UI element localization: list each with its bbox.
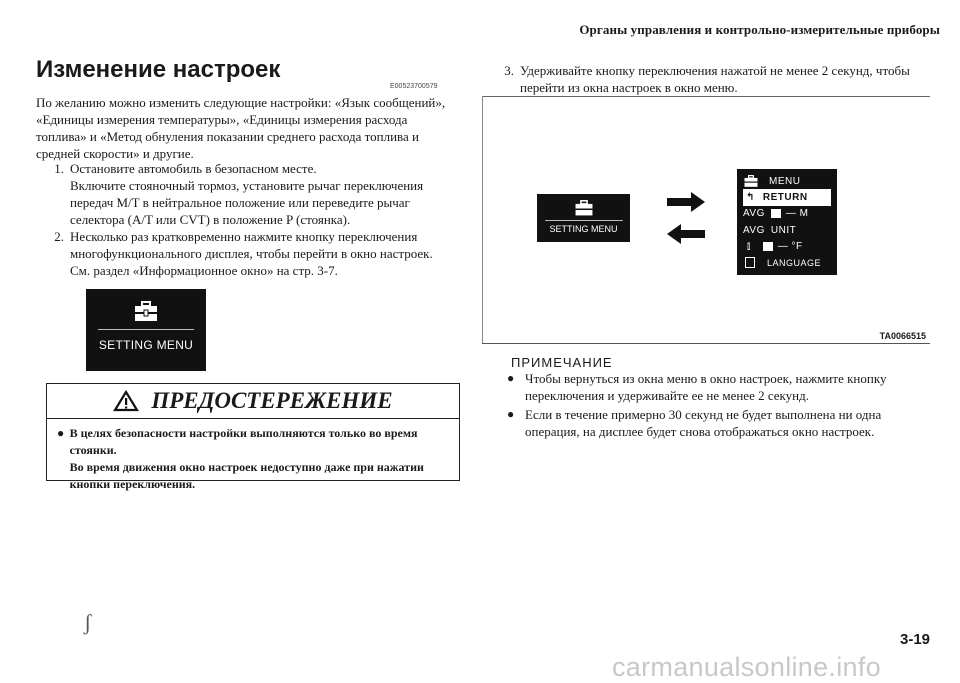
avg-reset-icon — [771, 209, 781, 218]
menu-item-unit: AVG UNIT — [743, 224, 797, 236]
menu-illustration — [482, 96, 930, 344]
note-text: Если в течение примерно 30 секунд не будет выполнена ни одна операция, на дисплее будет снова отображаться окно настроек. — [525, 407, 882, 439]
bullet-icon: ● — [507, 371, 515, 385]
setting-menu-label: SETTING MENU — [98, 338, 194, 352]
notes-title: ПРИМЕЧАНИЕ — [511, 355, 613, 370]
watermark: carmanualsonline.info — [612, 652, 881, 682]
language-icon — [745, 257, 755, 268]
return-arrow-icon: ↰ — [746, 191, 755, 203]
bullet-icon: ● — [507, 407, 515, 421]
margin-mark: ʃ — [84, 610, 92, 635]
menu-item-avg-fuel: AVG — M — [743, 208, 809, 220]
toolbox-icon — [743, 175, 759, 188]
note-item — [507, 370, 927, 404]
step-text: Несколько раз кратковременно нажмите кнопку переключения многофункционального дисплея, чтобы перейти в окно настроек. — [70, 229, 433, 261]
menu-item-temperature: ⫾ — °F — [747, 240, 803, 252]
step-text: Удерживайте кнопку переключения нажатой не менее 2 секунд, чтобы перейти из окна настроек в окно меню. — [520, 63, 910, 95]
note-text: Чтобы вернуться из окна меню в окно настроек, нажмите кнопку переключения и удерживайте ее не менее 2 секунд. — [525, 371, 887, 403]
warning-header — [47, 384, 459, 419]
figure-code: TA0066515 — [879, 331, 926, 341]
step-1 — [36, 160, 466, 228]
step-text: Включите стояночный тормоз, установите рычаг переключения передач M/T в нейтральное положение или переведите рычаг селектора (A/T или CVT) в положение P (стоянка). — [70, 178, 424, 227]
menu-title-row: MENU — [743, 173, 831, 189]
menu-item-return: ↰ RETURN — [743, 189, 831, 205]
divider — [98, 329, 194, 330]
setting-menu-display — [86, 289, 206, 371]
arrow-left-icon — [667, 224, 705, 244]
arrow-right-icon — [667, 192, 705, 212]
step-text: Остановите автомобиль в безопасном месте. — [70, 161, 317, 176]
page-title: Изменение настроек — [36, 56, 281, 83]
toolbox-icon — [574, 200, 594, 217]
temp-unit-icon — [763, 242, 773, 251]
step-text: См. раздел «Информационное окно» на стр. 3-7. — [70, 263, 338, 278]
warning-text: Во время движения окно настроек недоступно даже при нажатии кнопки переключения. — [69, 460, 424, 491]
step-3 — [500, 62, 930, 96]
setting-menu-label: SETTING MENU — [549, 224, 618, 234]
step-2 — [36, 228, 466, 279]
warning-title: ПРЕДОСТЕРЕЖЕНИЕ — [151, 388, 393, 413]
warning-text: В целях безопасности настройки выполняются только во время стоянки. — [69, 426, 418, 457]
steps-list — [36, 160, 466, 279]
note-item — [507, 406, 927, 440]
step-number: 3. — [504, 63, 514, 78]
menu-display — [737, 169, 837, 275]
warning-box — [46, 383, 460, 491]
step-number: 2. — [54, 229, 64, 244]
setting-menu-thumbnail — [537, 194, 630, 242]
section-header: Органы управления и контрольно-измерительные приборы — [579, 22, 940, 37]
notes-list — [507, 370, 927, 442]
thermometer-icon: ⫾ — [747, 240, 751, 252]
toolbox-icon — [133, 301, 159, 323]
warning-triangle-icon — [113, 390, 139, 412]
document-code: E00523700579 — [390, 83, 438, 90]
bullet-icon: ● — [57, 426, 65, 440]
menu-item-language: LANGUAGE — [743, 255, 831, 271]
page-number: 3-19 — [900, 631, 931, 648]
intro-paragraph: По желанию можно изменить следующие настройки: «Язык сообщений», «Единицы измерения температуры», «Единицы измерения расхода топлива» и «Метод обнуления показании среднего расхода топлива и средней скорости» и другие. — [36, 95, 446, 161]
step-number: 1. — [54, 161, 64, 176]
